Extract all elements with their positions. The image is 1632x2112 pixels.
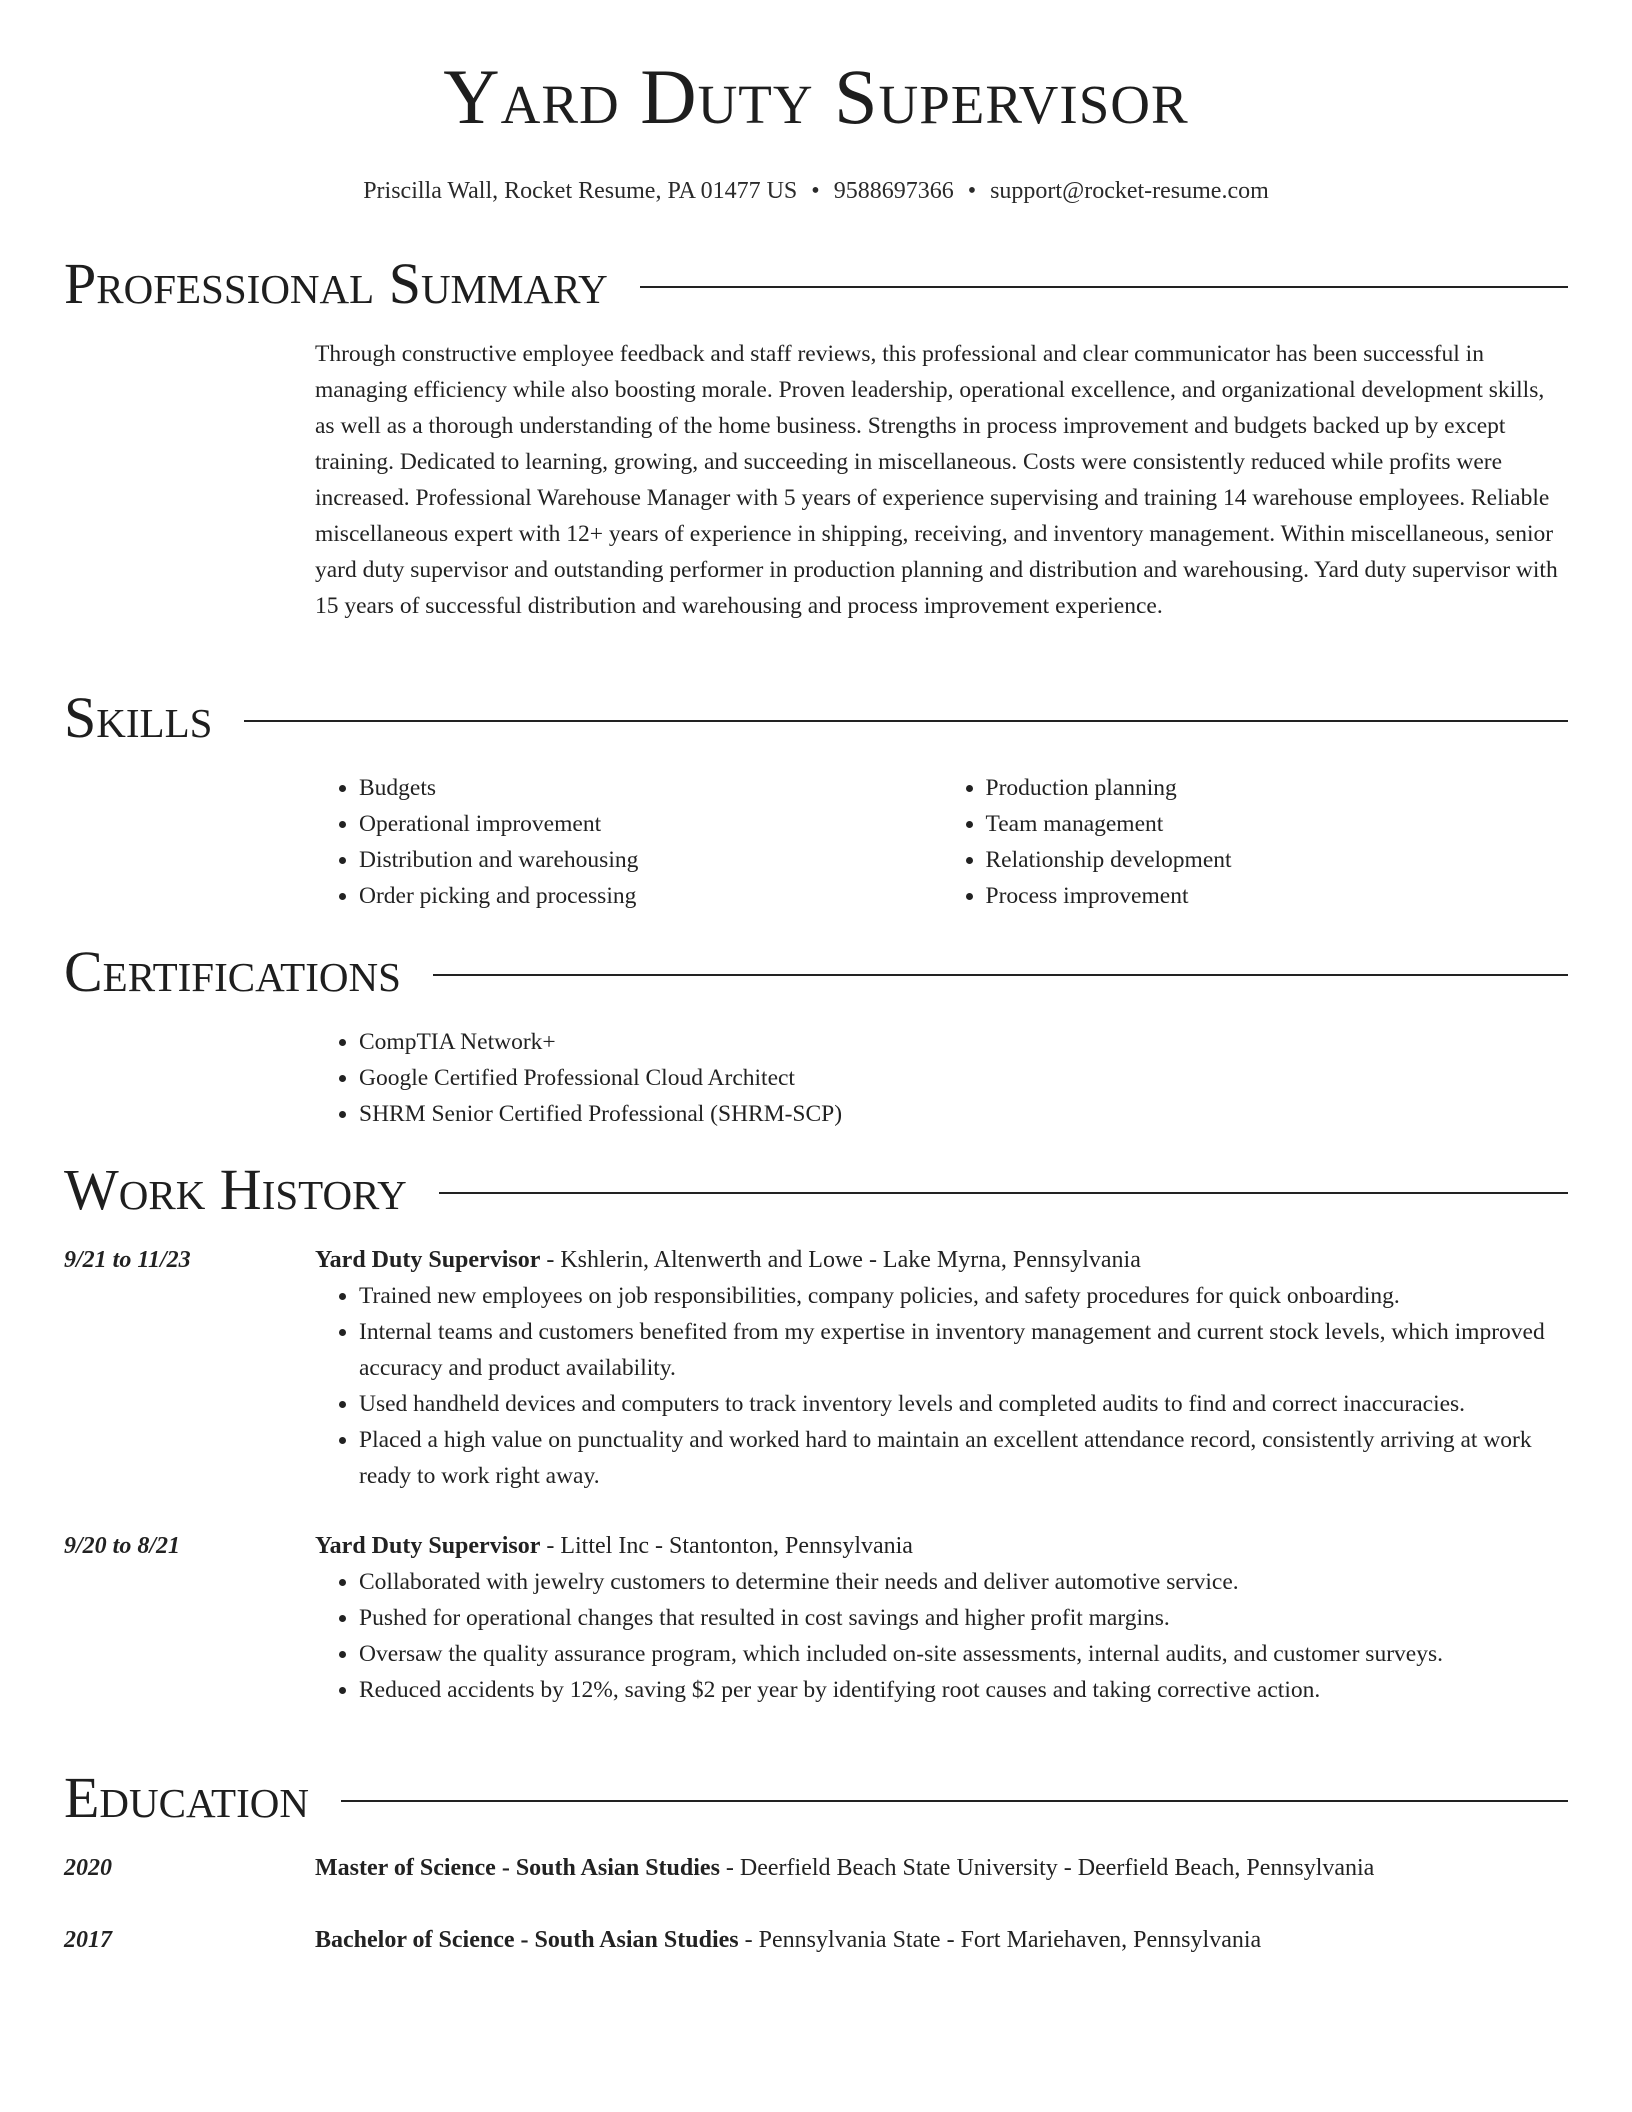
education-year: 2020 bbox=[64, 1855, 112, 1881]
job-role: Yard Duty Supervisor bbox=[315, 1247, 541, 1273]
skill-item: • Budgets bbox=[359, 770, 942, 806]
section-divider bbox=[439, 1192, 1568, 1194]
contact-email: support@rocket-resume.com bbox=[990, 178, 1269, 204]
job-bullet: • Used handheld devices and computers to track inventory levels and completed audits to find and correct inaccuracies. bbox=[359, 1386, 1568, 1422]
section-divider bbox=[244, 720, 1568, 722]
job-bullets bbox=[315, 1278, 1568, 1494]
skill-item: • Operational improvement bbox=[359, 806, 942, 842]
contact-line bbox=[64, 176, 1568, 206]
certification-item: • Google Certified Professional Cloud Architect bbox=[359, 1060, 1568, 1096]
job-title-line bbox=[315, 1528, 1568, 1564]
job-dates: 9/21 to 11/23 bbox=[64, 1247, 191, 1273]
certifications-heading: Certifications bbox=[64, 939, 401, 1004]
contact-separator: • bbox=[811, 178, 820, 204]
summary-heading: Professional Summary bbox=[64, 251, 608, 316]
education-section bbox=[64, 1766, 1568, 1958]
job-entry bbox=[64, 1528, 1568, 1708]
certifications-section bbox=[64, 940, 1568, 1132]
job-bullets bbox=[315, 1564, 1568, 1708]
skills-column-right bbox=[942, 770, 1569, 914]
job-bullet: • Internal teams and customers benefited from my expertise in inventory management and current stock levels, which improved accuracy and product availability. bbox=[359, 1314, 1568, 1386]
section-divider bbox=[433, 974, 1568, 976]
job-bullet: • Reduced accidents by 12%, saving $2 per year by identifying root causes and taking corrective action. bbox=[359, 1672, 1568, 1708]
education-degree: Master of Science - South Asian Studies bbox=[315, 1855, 720, 1881]
job-role: Yard Duty Supervisor bbox=[315, 1533, 541, 1559]
education-year: 2017 bbox=[64, 1927, 112, 1953]
education-entry bbox=[64, 1922, 1568, 1958]
job-bullet: • Pushed for operational changes that resulted in cost savings and higher profit margins. bbox=[359, 1600, 1568, 1636]
skills-section bbox=[64, 686, 1568, 914]
summary-text: Through constructive employee feedback and staff reviews, this professional and clear communicator has been successful in managing efficiency while also boosting morale. Proven leadership, operational excellence, and organizational development skills, as well as a thorough understanding of the home business. Strengths in process improvement and budgets backed up by except training. Dedicated to learning, growing, and succeeding in miscellaneous. Costs were consistently reduced while profits were increased. Professional Warehouse Manager with 5 years of experience supervising and training 14 warehouse employees. Reliable miscellaneous expert with 12+ years of experience in shipping, receiving, and inventory management. Within miscellaneous, senior yard duty supervisor and outstanding performer in production planning and distribution and warehousing. Yard duty supervisor with 15 years of successful distribution and warehousing and process improvement experience. bbox=[315, 341, 1558, 619]
education-entry bbox=[64, 1850, 1568, 1886]
education-heading: Education bbox=[64, 1765, 309, 1830]
education-degree: Bachelor of Science - South Asian Studies bbox=[315, 1927, 739, 1953]
contact-phone: 9588697366 bbox=[833, 178, 954, 204]
education-school: - Pennsylvania State - Fort Mariehaven, Pennsylvania bbox=[738, 1927, 1262, 1953]
job-dates: 9/20 to 8/21 bbox=[64, 1533, 181, 1559]
work-history-heading: Work History bbox=[64, 1157, 407, 1222]
job-bullet: • Trained new employees on job responsibilities, company policies, and safety procedures for quick onboarding. bbox=[359, 1278, 1568, 1314]
skills-list bbox=[315, 770, 1568, 914]
skills-column-left bbox=[315, 770, 942, 914]
job-employer: - Kshlerin, Altenwerth and Lowe - Lake Myrna, Pennsylvania bbox=[540, 1247, 1141, 1273]
certification-item: • SHRM Senior Certified Professional (SHRM-SCP) bbox=[359, 1096, 1568, 1132]
job-entry bbox=[64, 1242, 1568, 1494]
job-bullet: • Placed a high value on punctuality and worked hard to maintain an excellent attendance record, consistently arriving at work ready to work right away. bbox=[359, 1422, 1568, 1494]
skill-item: • Team management bbox=[986, 806, 1569, 842]
skill-item: • Distribution and warehousing bbox=[359, 842, 942, 878]
skill-item: • Process improvement bbox=[986, 878, 1569, 914]
skill-item: • Production planning bbox=[986, 770, 1569, 806]
job-bullet: • Collaborated with jewelry customers to determine their needs and deliver automotive service. bbox=[359, 1564, 1568, 1600]
work-history-section bbox=[64, 1158, 1568, 1708]
job-bullet: • Oversaw the quality assurance program, which included on-site assessments, internal audits, and customer surveys. bbox=[359, 1636, 1568, 1672]
certification-item: • CompTIA Network+ bbox=[359, 1024, 1568, 1060]
candidate-name: Yard Duty Supervisor bbox=[443, 53, 1189, 140]
contact-address: Priscilla Wall, Rocket Resume, PA 01477 US bbox=[363, 178, 798, 204]
summary-section bbox=[64, 252, 1568, 624]
skill-item: • Relationship development bbox=[986, 842, 1569, 878]
education-school: - Deerfield Beach State University - Deerfield Beach, Pennsylvania bbox=[719, 1855, 1375, 1881]
section-divider bbox=[341, 1800, 1568, 1802]
section-divider bbox=[640, 286, 1568, 288]
certifications-list bbox=[315, 1024, 1568, 1132]
job-title-line bbox=[315, 1242, 1568, 1278]
contact-separator: • bbox=[967, 178, 977, 204]
job-employer: - Littel Inc - Stantonton, Pennsylvania bbox=[540, 1533, 913, 1559]
skills-heading: Skills bbox=[64, 685, 213, 750]
skill-item: • Order picking and processing bbox=[359, 878, 942, 914]
resume-page bbox=[64, 0, 1568, 2112]
